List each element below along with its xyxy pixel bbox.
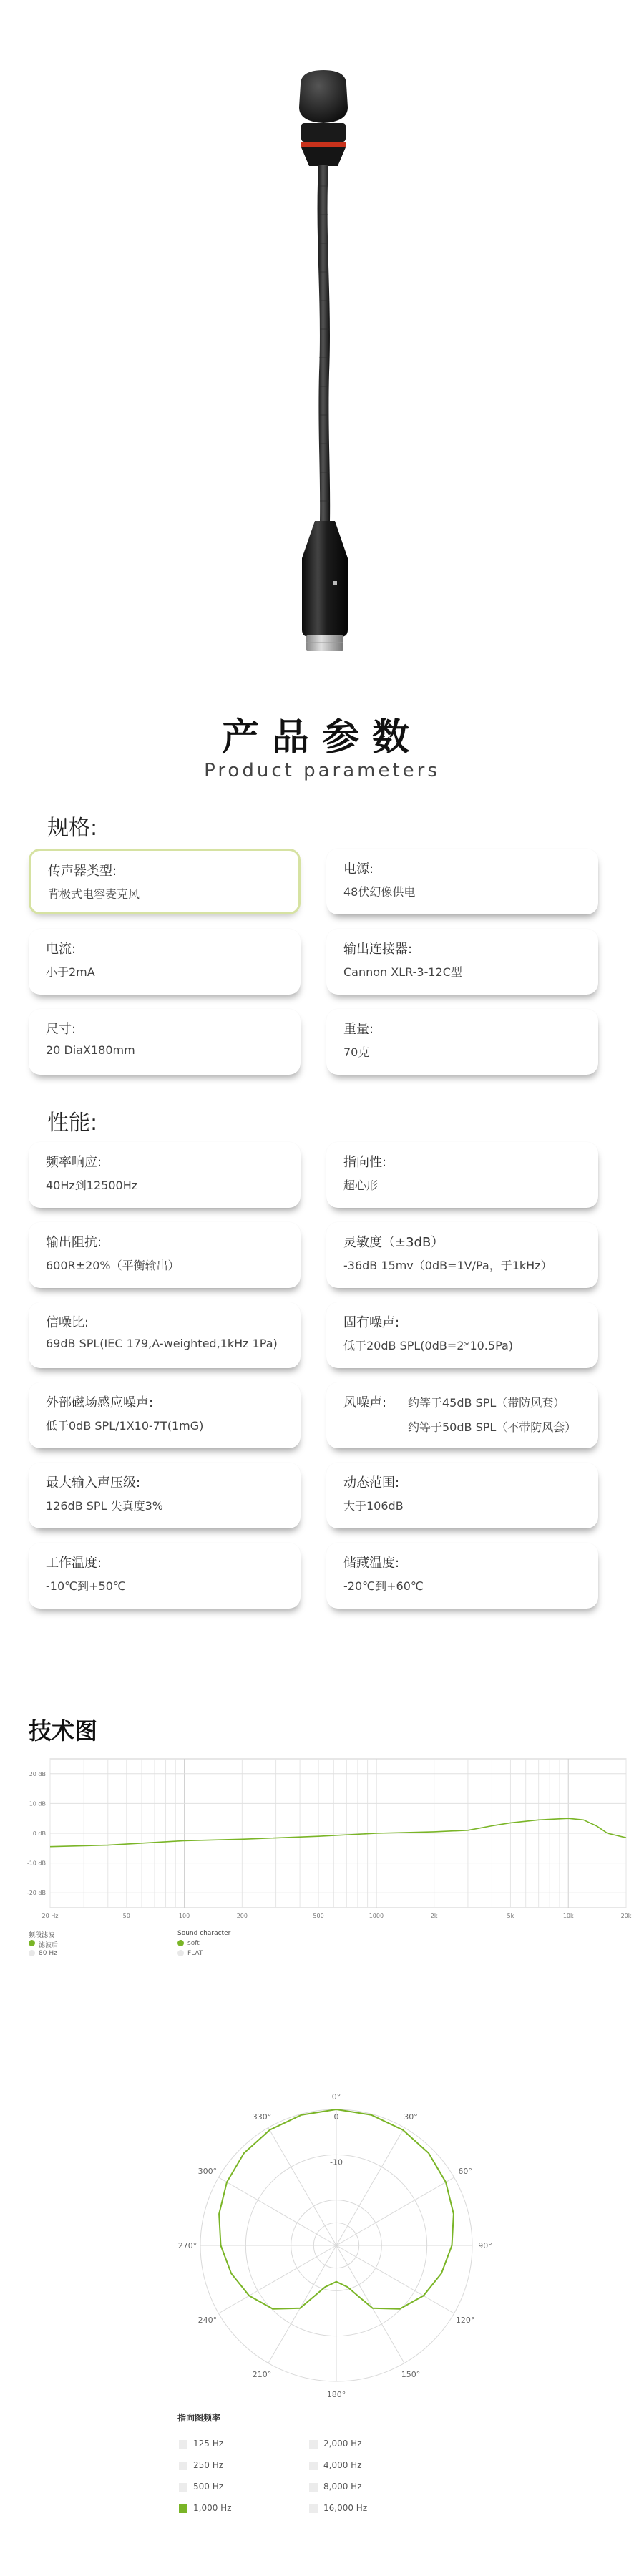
perf-value: 69dB SPL(IEC 179,A-weighted,1kHz 1Pa) bbox=[46, 1337, 278, 1350]
legend-dot-inactive[interactable] bbox=[177, 1950, 184, 1956]
spec-value: 70克 bbox=[343, 1045, 370, 1059]
tech-title: 技术图 bbox=[29, 1717, 98, 1745]
spec-label: 电流: bbox=[46, 942, 77, 957]
perf-label: 信噪比: bbox=[46, 1315, 89, 1330]
polar-freq-label: 1,000 Hz bbox=[193, 2503, 232, 2513]
perf-value: 低于0dB SPL/1X10-7T(1mG) bbox=[46, 1419, 204, 1433]
perf-card-operating-temp bbox=[29, 1543, 301, 1609]
legend-dot-active[interactable] bbox=[29, 1940, 35, 1946]
specs-title: 规格: bbox=[47, 816, 98, 841]
polar-freq-option[interactable] bbox=[309, 2439, 362, 2449]
x-tick-label: 1000 bbox=[369, 1913, 384, 1919]
spec-value: 背极式电容麦克风 bbox=[48, 887, 140, 901]
legend-dot-inactive[interactable] bbox=[29, 1950, 35, 1956]
polar-spoke bbox=[268, 2127, 336, 2245]
polar-angle-label: 210° bbox=[252, 2370, 272, 2380]
checkbox-icon[interactable] bbox=[309, 2462, 318, 2470]
checkbox-icon[interactable] bbox=[309, 2504, 318, 2513]
polar-freq-label: 250 Hz bbox=[193, 2460, 224, 2470]
perf-label: 储藏温度: bbox=[343, 1556, 400, 1571]
legend-group2-item-0[interactable]: soft bbox=[187, 1940, 200, 1947]
checkbox-icon[interactable] bbox=[309, 2440, 318, 2449]
perf-label: 输出阻抗: bbox=[46, 1235, 102, 1250]
spec-label: 电源: bbox=[343, 862, 374, 877]
spec-card-current bbox=[29, 929, 301, 995]
polar-angle-label: 30° bbox=[404, 2112, 418, 2122]
x-tick-label: 5k bbox=[507, 1913, 514, 1919]
polar-freq-label: 8,000 Hz bbox=[323, 2482, 362, 2492]
perf-label: 频率响应: bbox=[46, 1155, 102, 1170]
perf-value: 600R±20%（平衡输出） bbox=[46, 1259, 180, 1272]
polar-freq-label: 4,000 Hz bbox=[323, 2460, 362, 2470]
polar-angle-label: 150° bbox=[401, 2370, 421, 2380]
polar-angle-label: 300° bbox=[197, 2167, 218, 2176]
frequency-response-chart bbox=[21, 1753, 630, 1925]
polar-spoke bbox=[218, 2177, 336, 2245]
polar-freq-title: 指向图频率 bbox=[177, 2413, 221, 2423]
perf-label: 风噪声: bbox=[343, 1395, 387, 1410]
x-tick-label: 500 bbox=[313, 1913, 324, 1919]
perf-value: 40Hz到12500Hz bbox=[46, 1179, 138, 1192]
x-tick-label: 50 bbox=[122, 1913, 130, 1919]
perf-card-magnetic-noise bbox=[29, 1382, 301, 1448]
legend-group1-title: 频段滤波 bbox=[29, 1932, 55, 1939]
polar-pattern-chart bbox=[157, 2086, 515, 2415]
x-tick-label: 200 bbox=[236, 1913, 248, 1919]
checkbox-icon[interactable] bbox=[179, 2440, 187, 2449]
x-tick-label: 100 bbox=[178, 1913, 190, 1919]
perf-label: 最大输入声压级: bbox=[46, 1475, 141, 1491]
polar-spoke bbox=[336, 2127, 404, 2245]
performance-title: 性能: bbox=[47, 1111, 98, 1136]
perf-value-no-windscreen: 约等于50dB SPL（不带防风套） bbox=[408, 1420, 577, 1434]
perf-label: 外部磁场感应噪声: bbox=[46, 1395, 154, 1410]
perf-label: 灵敏度（±3dB） bbox=[343, 1235, 444, 1250]
spec-card-power bbox=[326, 849, 598, 914]
params-title-cn: 产品参数 bbox=[221, 716, 422, 759]
polar-spoke bbox=[268, 2245, 336, 2363]
spec-label: 传声器类型: bbox=[48, 864, 117, 879]
polar-freq-option[interactable] bbox=[179, 2439, 223, 2449]
perf-value: 低于20dB SPL(0dB=2*10.5Pa) bbox=[343, 1339, 514, 1352]
polar-freq-option[interactable] bbox=[179, 2503, 232, 2513]
polar-radial-label: 0 bbox=[333, 2112, 339, 2122]
perf-card-frequency-response bbox=[29, 1142, 301, 1208]
polar-radial-label: -10 bbox=[330, 2157, 343, 2167]
microphone-head bbox=[299, 70, 348, 166]
perf-card-dynamic-range bbox=[326, 1463, 598, 1528]
y-tick-label: 20 dB bbox=[29, 1770, 46, 1777]
microphone-photo bbox=[0, 0, 644, 687]
perf-label: 固有噪声: bbox=[343, 1315, 400, 1330]
perf-value: 126dB SPL 失真度3% bbox=[46, 1499, 163, 1513]
spec-label: 输出连接器: bbox=[343, 942, 413, 957]
perf-card-snr bbox=[29, 1302, 301, 1368]
gooseneck bbox=[318, 165, 331, 522]
polar-angle-label: 270° bbox=[177, 2241, 197, 2250]
x-tick-label: 10k bbox=[562, 1913, 574, 1919]
legend-group1-item-0[interactable]: 滤波后 bbox=[39, 1942, 59, 1949]
spec-value: Cannon XLR-3-12C型 bbox=[343, 965, 462, 979]
perf-card-max-spl bbox=[29, 1463, 301, 1528]
polar-spoke bbox=[336, 2177, 454, 2245]
perf-value: -10℃到+50℃ bbox=[46, 1579, 126, 1593]
perf-label: 工作温度: bbox=[46, 1556, 102, 1571]
spec-value: 20 DiaX180mm bbox=[46, 1043, 135, 1057]
polar-angle-label: 120° bbox=[455, 2316, 475, 2325]
y-tick-label: 10 dB bbox=[29, 1800, 46, 1807]
polar-angle-label: 240° bbox=[197, 2316, 218, 2325]
perf-value: 大于106dB bbox=[343, 1499, 404, 1513]
spec-label: 重量: bbox=[343, 1022, 374, 1037]
spec-value: 48伏幻像供电 bbox=[343, 885, 416, 899]
perf-label: 动态范围: bbox=[343, 1475, 400, 1491]
polar-freq-label: 500 Hz bbox=[193, 2482, 224, 2492]
polar-freq-label: 125 Hz bbox=[193, 2439, 224, 2449]
spec-card-weight bbox=[326, 1009, 598, 1075]
perf-card-sensitivity bbox=[326, 1222, 598, 1288]
y-tick-label: -10 dB bbox=[26, 1860, 46, 1867]
y-tick-label: 0 dB bbox=[32, 1830, 46, 1837]
perf-value-windscreen: 约等于45dB SPL（带防风套） bbox=[408, 1396, 565, 1410]
checkbox-icon[interactable] bbox=[309, 2483, 318, 2492]
polar-spoke bbox=[336, 2245, 404, 2363]
legend-group1-item-1[interactable]: 80 Hz bbox=[39, 1950, 57, 1957]
perf-card-self-noise bbox=[326, 1302, 598, 1368]
polar-angle-label: 60° bbox=[458, 2167, 472, 2176]
perf-value: -36dB 15mv（0dB=1V/Pa，于1kHz） bbox=[343, 1259, 552, 1272]
legend-dot-active[interactable] bbox=[177, 1940, 184, 1946]
checkbox-icon[interactable] bbox=[179, 2483, 187, 2492]
y-tick-label: -20 dB bbox=[26, 1890, 46, 1897]
polar-angle-label: 0° bbox=[331, 2092, 341, 2102]
polar-freq-option[interactable] bbox=[179, 2460, 223, 2470]
polar-freq-label: 2,000 Hz bbox=[323, 2439, 362, 2449]
x-tick-label: 2k bbox=[430, 1913, 438, 1919]
perf-value: 超心形 bbox=[343, 1179, 379, 1192]
legend-group2-title: Sound character bbox=[177, 1930, 231, 1937]
spec-label: 尺寸: bbox=[46, 1022, 77, 1037]
spec-card-connector bbox=[326, 929, 598, 995]
microphone-body bbox=[302, 521, 348, 651]
x-tick-label: 20k bbox=[620, 1913, 632, 1919]
spec-card-size bbox=[29, 1009, 301, 1075]
polar-angle-label: 90° bbox=[478, 2241, 492, 2250]
checkbox-icon[interactable] bbox=[179, 2462, 187, 2470]
spec-card-mic-type[interactable] bbox=[29, 849, 301, 914]
legend-group2-item-1[interactable]: FLAT bbox=[187, 1950, 203, 1957]
perf-card-output-impedance bbox=[29, 1222, 301, 1288]
polar-angle-label: 180° bbox=[326, 2390, 346, 2399]
checkbox-icon[interactable] bbox=[179, 2504, 187, 2513]
perf-card-polar-pattern bbox=[326, 1142, 598, 1208]
polar-freq-option[interactable] bbox=[309, 2482, 362, 2492]
x-tick-label: 20 Hz bbox=[42, 1913, 59, 1919]
perf-card-wind-noise bbox=[326, 1382, 598, 1448]
params-title-en: Product parameters bbox=[204, 760, 440, 781]
perf-value: -20℃到+60℃ bbox=[343, 1579, 424, 1593]
polar-freq-option[interactable] bbox=[309, 2460, 362, 2470]
perf-label: 指向性: bbox=[343, 1155, 387, 1170]
polar-freq-option[interactable] bbox=[179, 2482, 223, 2492]
polar-freq-label: 16,000 Hz bbox=[323, 2503, 368, 2513]
polar-angle-label: 330° bbox=[252, 2112, 272, 2122]
spec-value: 小于2mA bbox=[46, 965, 95, 979]
polar-freq-option[interactable] bbox=[309, 2503, 367, 2513]
perf-card-storage-temp bbox=[326, 1543, 598, 1609]
